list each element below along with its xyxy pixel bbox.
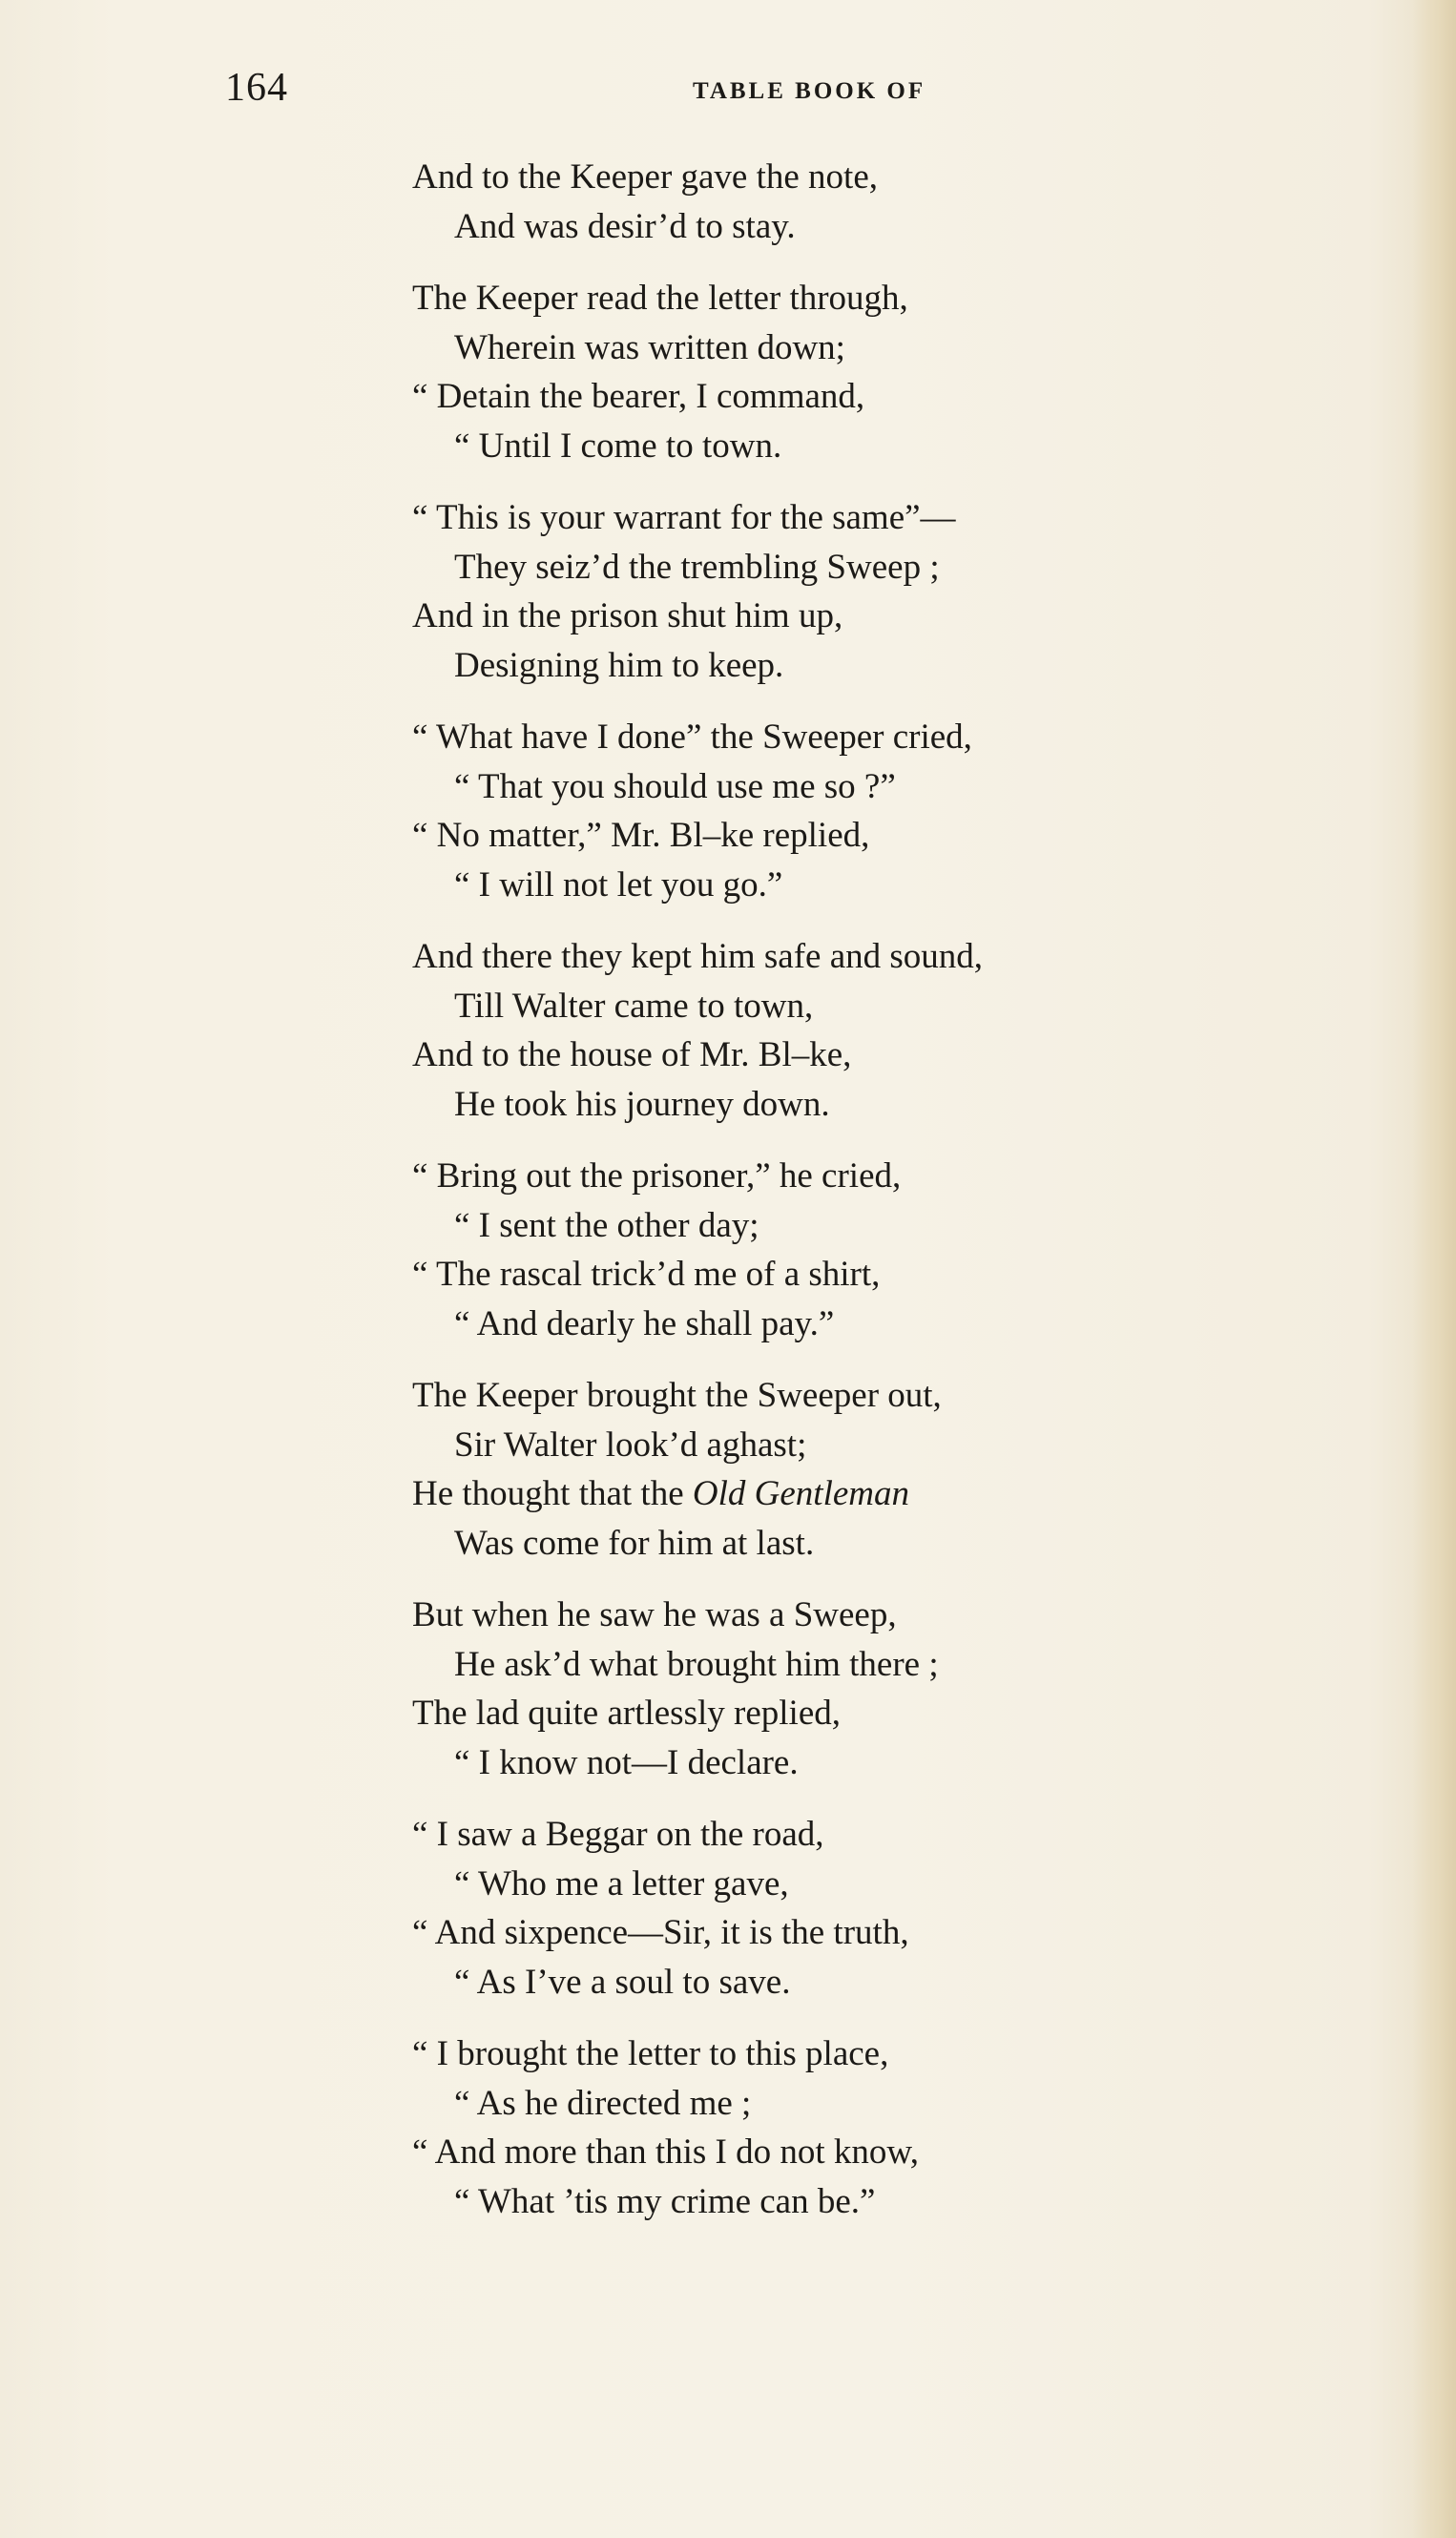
verse-line: “ I saw a Beggar on the road, [412,1815,824,1854]
verse-line: Till Walter came to town, [454,986,814,1026]
verse-line: “ I brought the letter to this place, [412,2034,889,2073]
verse-line: “ As he directed me ; [454,2083,752,2123]
verse-line: “ What have I done” the Sweeper cried, [412,718,972,757]
verse-line: “ This is your warrant for the same”— [412,498,956,537]
stanza-4 [412,713,1366,909]
verse-line: And there they kept him safe and sound, [412,937,984,976]
page-header [0,65,1456,122]
verse-line: “ I sent the other day; [454,1205,759,1245]
verse-line: And in the prison shut him up, [412,596,843,635]
verse-line: Sir Walter look’d aghast; [454,1425,807,1465]
stanza-7 [412,1371,1366,1568]
stanza-3 [412,493,1366,690]
verse-line: “ Until I come to town. [454,426,782,466]
verse-line: And was desir’d to stay. [454,206,796,246]
verse-line: Designing him to keep. [454,645,784,685]
verse-line: “ And dearly he shall pay.” [454,1303,835,1343]
verse-line: Wherein was written down; [454,327,845,367]
verse-line: “ I will not let you go.” [454,864,783,905]
poem-body [412,153,1366,2249]
stanza-9 [412,1810,1366,2007]
verse-line: “ As I’ve a soul to save. [454,1962,791,2002]
verse-line: They seiz’d the trembling Sweep ; [454,547,940,587]
verse-line: And to the Keeper gave the note, [412,157,879,197]
verse-line: “ That you should use me so ?” [454,766,896,806]
stanza-2 [412,274,1366,470]
verse-line: “ And more than this I do not know, [412,2132,919,2172]
stanza-6 [412,1152,1366,1348]
stanza-1 [412,153,1366,251]
running-head: TABLE BOOK OF [693,78,926,104]
page-number: 164 [225,66,288,110]
italic-phrase: Old Gentleman [692,1474,909,1513]
stanza-8 [412,1591,1366,1787]
verse-line: “ Who me a letter gave, [454,1863,789,1904]
stanza-5 [412,932,1366,1129]
verse-line: “ What ’tis my crime can be.” [454,2181,876,2221]
verse-line: “ I know not—I declare. [454,1742,799,1782]
page-edge-shadow [1412,0,1456,2538]
verse-line-start: He thought that the [412,1474,693,1513]
verse-line: “ And sixpence—Sir, it is the truth, [412,1913,909,1952]
stanza-10 [412,2029,1366,2226]
verse-line: “ Detain the bearer, I command, [412,377,865,416]
verse-line: But when he saw he was a Sweep, [412,1595,897,1634]
verse-line: And to the house of Mr. Bl–ke, [412,1035,852,1074]
verse-line: The Keeper brought the Sweeper out, [412,1376,942,1415]
verse-line: “ No matter,” Mr. Bl–ke replied, [412,816,870,855]
verse-line: Was come for him at last. [454,1523,815,1563]
verse-line: “ Bring out the prisoner,” he cried, [412,1156,902,1196]
verse-line: The lad quite artlessly replied, [412,1694,841,1733]
verse-line: “ The rascal trick’d me of a shirt, [412,1255,881,1294]
verse-line: He ask’d what brought him there ; [454,1644,939,1684]
verse-line-with-italic [412,1469,1366,1519]
verse-line: He took his journey down. [454,1084,830,1124]
verse-line: The Keeper read the letter through, [412,279,908,318]
